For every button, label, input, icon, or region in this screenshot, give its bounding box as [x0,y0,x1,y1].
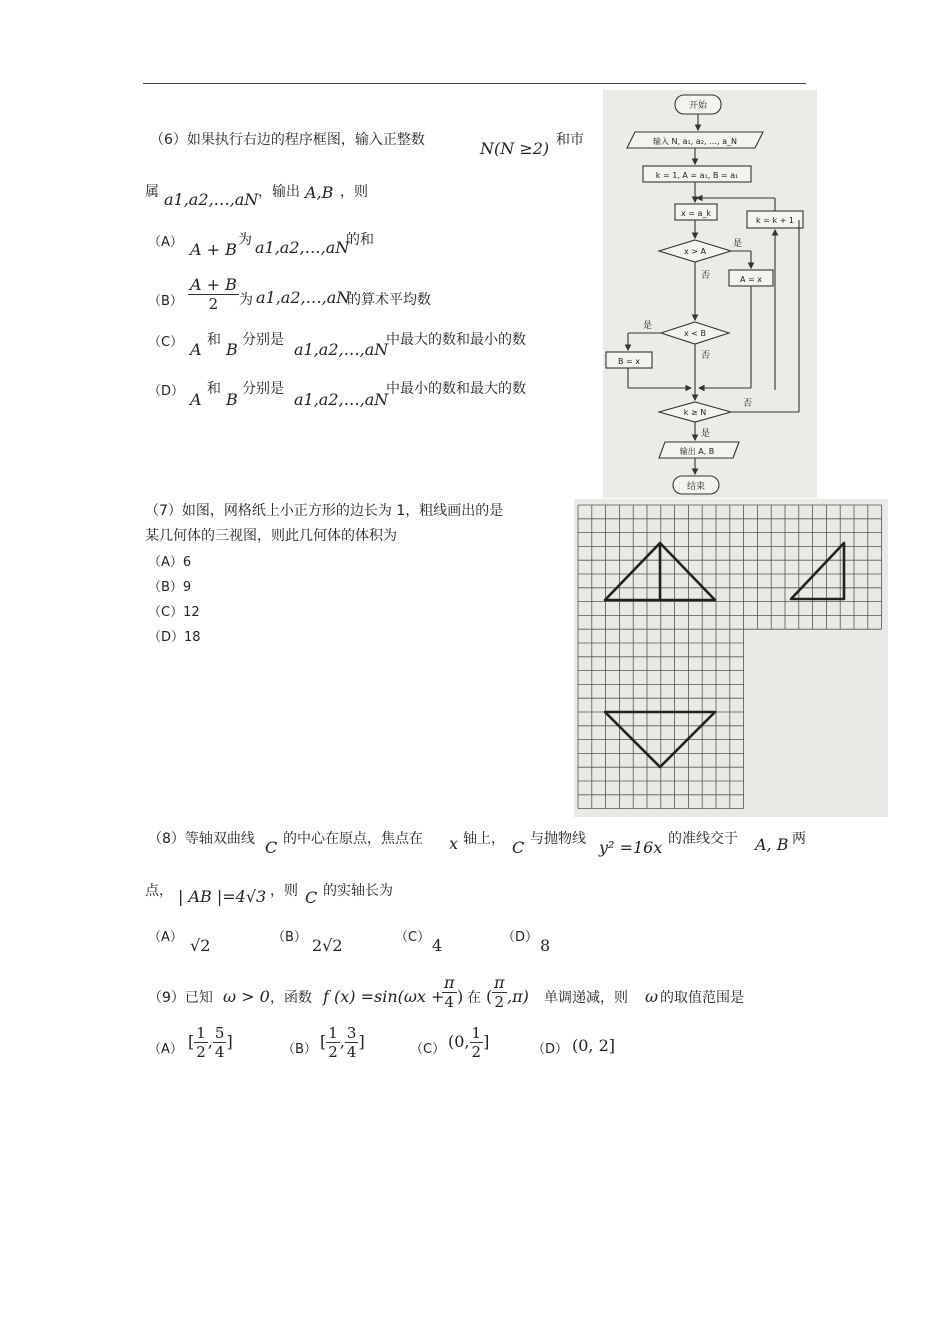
q8-stem-text7: 点， [145,883,173,899]
fraction-denominator: 2 [328,1043,338,1061]
q6-option-c-b: B [226,340,238,359]
fraction-numerator: 1 [196,1024,206,1042]
fraction-denominator: 4 [444,993,455,1011]
bracket: ] [226,1032,233,1051]
fraction [345,1024,359,1061]
q6-option-d-a: A [190,390,202,409]
q6-option-c-text3: 中最大的数和最小的数 [386,332,526,348]
q8-stem-text1: （8）等轴双曲线 [148,831,255,847]
q9-stem-text4: 单调递减，则 [544,990,628,1006]
q6-option-a-text1: 为 [238,232,252,248]
flowchart-figure [603,90,817,498]
q9-option-c-math [448,1024,489,1061]
q8-option-a-value: √2 [190,936,211,955]
q9-interval-a: ( [486,987,493,1006]
q6-option-b-text2: 的算术平均数 [347,292,431,308]
flow-yes2-label: 是 [643,321,653,331]
fraction-numerator: 1 [471,1024,482,1042]
q9-option-a-math [188,1024,233,1061]
q7-stem-line2: 某几何体的三视图，则此几何体的体积为 [145,528,397,544]
q6-option-d-label: （D） [148,384,185,399]
flow-end-label: 结束 [686,482,706,492]
flow-init-label: k = 1, A = a₁, B = a₁ [655,171,739,180]
q6-option-a-label: （A） [148,235,183,250]
q9-func-frac [442,974,457,1011]
flow-yes3-label: 是 [701,429,711,439]
fraction [326,1024,340,1061]
q9-stem-text2: ，函数 [270,990,312,1006]
q8-option-b-label: （B） [272,930,307,945]
q9-option-b-label: （B） [282,1042,317,1057]
q9-omega: ω [645,987,659,1006]
q8-points-ab: A, B [755,835,789,854]
q8-var-c3: C [305,888,318,907]
three-view-figure [574,499,888,817]
q8-option-b-value: 2√2 [312,936,343,955]
q8-stem-text6: 两 [792,831,806,847]
fraction [492,974,507,1011]
separator: , [339,1032,345,1051]
q9-option-b-math [320,1024,365,1061]
flow-input-label: 输入 N, a₁, a₂, …, a_N [653,137,737,146]
q6-option-c-seq: a1,a2,…,aN [294,340,389,359]
q6-stem-text-e: ，则 [340,184,368,200]
q8-stem-text9: 的实轴长为 [323,883,393,899]
bracket: ] [483,1032,490,1051]
q6-stem-ab: A,B [305,183,334,202]
fraction [213,1024,227,1061]
bracket: [ [188,1032,195,1051]
q8-var-x: x [449,834,459,853]
q6-option-b-text1: 为 [239,292,253,308]
fraction [188,276,239,313]
fraction [194,1024,208,1061]
q9-func-a: f (x) =sin(ωx + [323,987,445,1006]
flow-cond3-label: k ≥ N [683,408,707,417]
q9-option-d-label: （D） [532,1042,569,1057]
q9-interval-b: ,π) [507,987,529,1006]
q9-stem-text5: 的取值范围是 [660,990,744,1006]
q6-option-a-seq: a1,a2,…,aN [255,238,350,257]
q6-stem-line1 [150,129,425,149]
q6-stem-seq: a1,a2,…,aN [164,190,259,209]
q9-option-d-value: (0, 2] [572,1036,616,1055]
fraction-numerator: π [494,973,505,992]
q8-stem-text2: 的中心在原点，焦点在 [283,831,423,847]
q8-option-a-label: （A） [148,930,183,945]
flowchart-svg [603,90,817,498]
q7-option-a: （A）6 [148,555,192,570]
fraction-denominator: 2 [471,1043,482,1061]
fraction-numerator: π [444,973,455,992]
flow-no3-label: 否 [743,399,753,409]
fraction-denominator: 2 [494,993,505,1011]
fraction-numerator: 5 [214,1024,225,1042]
q6-option-c-text1: 和 [207,332,221,348]
q6-option-b-fraction [188,276,239,313]
fraction-denominator: 2 [196,1043,206,1061]
q8-stem-text5: 的准线交于 [668,831,738,847]
q6-stem-text-d: ，输出 [258,184,300,200]
flow-start-label: 开始 [688,101,708,111]
q6-option-d-seq: a1,a2,…,aN [294,390,389,409]
q9-interval-frac [492,974,507,1011]
q6-option-b-label: （B） [148,294,183,309]
q8-parabola: y² =16x [599,838,663,857]
flow-cond2-label: x < B [683,329,707,338]
q8-option-d-label: （D） [502,930,539,945]
flow-setB-label: B = x [617,357,641,366]
q8-stem-text3: 轴上， [463,831,505,847]
fraction-denominator: 2 [208,295,219,313]
q8-var-c2: C [512,838,525,857]
q6-stem-line2: 属 [145,184,159,200]
q8-var-c1: C [265,838,278,857]
flow-assign-label: x = a_k [680,209,712,218]
q7-option-d: （D）18 [148,630,201,645]
q8-abs-ab: | AB |=4√3 [178,887,267,906]
q8-stem-text4: 与抛物线 [530,831,586,847]
q9-option-c-label: （C） [410,1042,446,1057]
q6-option-a-math: A + B [190,240,237,259]
q6-stem-math-n: N(N ≥2) [480,139,550,158]
fraction-numerator: 1 [328,1024,338,1042]
flow-output-label: 输出 A, B [679,447,715,456]
q6-option-d-text3: 中最小的数和最大的数 [386,381,526,397]
q7-stem-line1: （7）如图，网格纸上小正方形的边长为 1，粗线画出的是 [145,503,504,519]
q6-option-c-label: （C） [148,335,184,350]
q9-omega-cond: ω > 0 [223,987,270,1006]
q7-option-c: （C）12 [148,605,200,620]
bracket: (0, [448,1032,470,1051]
q6-option-c-text2: 分别是 [242,332,284,348]
flow-increment-label: k = k + 1 [756,216,794,225]
q6-option-c-a: A [190,340,202,359]
bracket: [ [320,1032,327,1051]
fraction-denominator: 4 [346,1043,357,1061]
flow-setA-label: A = x [740,275,762,284]
fraction-numerator: 3 [346,1024,357,1042]
flow-yes1-label: 是 [733,239,743,249]
q6-option-a-text2: 的和 [346,232,374,248]
q6-option-d-b: B [226,390,238,409]
fraction [470,1024,484,1061]
q6-option-d-text1: 和 [207,381,221,397]
q9-stem-text3: 在 [467,990,481,1006]
header-rule [143,83,806,84]
flow-no1-label: 否 [701,271,711,281]
flow-no2-label: 否 [701,351,711,361]
three-view-svg [574,499,888,817]
q6-stem-text: （6）如果执行右边的程序框图，输入正整数 [150,132,425,148]
q6-option-b-seq: a1,a2,…,aN [256,288,351,307]
q6-option-d-text2: 分别是 [242,381,284,397]
q9-func-b: ) [457,987,464,1006]
fraction-numerator: A + B [190,275,237,294]
q8-stem-text8: ，则 [270,883,298,899]
fraction-denominator: 4 [214,1043,225,1061]
q6-stem-text-b: 和市 [556,132,584,148]
fraction [442,974,457,1011]
q8-option-c-label: （C） [395,930,431,945]
q8-option-c-value: 4 [432,936,443,955]
flow-cond1-label: x > A [684,247,706,256]
bracket: ] [358,1032,365,1051]
q9-option-a-label: （A） [148,1042,183,1057]
separator: , [207,1032,213,1051]
q9-stem-text1: （9）已知 [148,990,213,1006]
q7-option-b: （B）9 [148,580,192,595]
q8-option-d-value: 8 [540,936,551,955]
